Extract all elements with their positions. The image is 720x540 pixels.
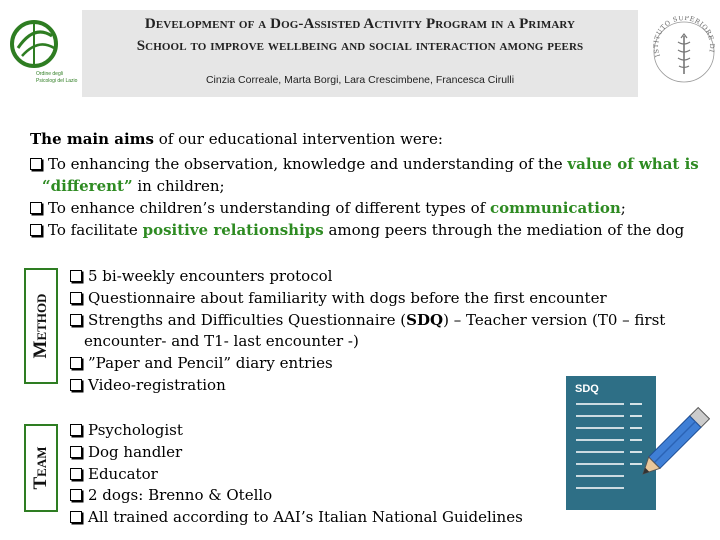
aim-1-pre: To enhancing the observation, knowledge and understanding of the [48, 155, 568, 173]
method-item-5-text: Video-registration [88, 376, 226, 394]
method-item-3-cont [84, 331, 720, 351]
method-item-2 [70, 288, 710, 308]
team-item-1-text: Psychologist [88, 421, 183, 439]
checkbox-bullet-icon [70, 270, 82, 282]
aim-2-green: communication [490, 199, 621, 217]
ordine-psicologi-logo [8, 18, 82, 88]
checkbox-bullet-icon [70, 292, 82, 304]
aims-intro-bold: The main aims [30, 130, 154, 148]
title-line-1: Development of a Dog-Assisted Activity Program in a Primary [144, 16, 576, 32]
aims-intro-rest: of our educational intervention were: [153, 130, 443, 148]
checkbox-bullet-icon [30, 202, 42, 214]
logo-left-text-1: Ordine degli [36, 71, 63, 77]
aim-item-2 [30, 197, 710, 219]
checkbox-bullet-icon [70, 379, 82, 391]
team-item-2-text: Dog handler [88, 443, 183, 461]
checkbox-bullet-icon [30, 158, 42, 170]
checkbox-bullet-icon [70, 357, 82, 369]
title-line-2: School to improve wellbeing and social interaction among peers [136, 38, 584, 54]
aim-3-green: positive relationships [142, 221, 324, 239]
team-item-4-text: 2 dogs: Brenno & Otello [88, 486, 273, 504]
iss-seal-logo [650, 16, 718, 86]
aims-intro [30, 128, 443, 150]
method-sdq-cont: encounter- and T1- last encounter -) [84, 332, 359, 350]
method-item-3-text: Strengths and Difficulties Questionnaire ( [88, 311, 407, 329]
checkbox-bullet-icon [30, 224, 42, 236]
method-sdq-rest: ) – Teacher version (T0 – first [443, 311, 666, 329]
method-item-4 [70, 353, 710, 373]
method-item-4-text: ”Paper and Pencil” diary entries [88, 354, 333, 372]
checkbox-bullet-icon [70, 424, 82, 436]
seal-text: ISTITUTO SUPERIORE DI [651, 16, 717, 59]
method-item-3 [70, 310, 710, 330]
aim-1-green: value of what is [567, 155, 699, 173]
aim-item-1 [30, 153, 710, 175]
logo-left-text-2: Psicologi del Lazio [36, 78, 78, 84]
title-box [82, 10, 638, 97]
authors: Cinzia Correale, Marta Borgi, Lara Crescimbene, Francesca Cirulli [205, 74, 515, 86]
checkbox-bullet-icon [70, 314, 82, 326]
checkbox-bullet-icon [70, 511, 82, 523]
method-item-1 [70, 266, 710, 286]
method-sdq-bold: SDQ [406, 311, 444, 329]
checkbox-bullet-icon [70, 468, 82, 480]
sdq-icon-label: SDQ [575, 383, 599, 395]
checkbox-bullet-icon [70, 446, 82, 458]
method-item-1-text: 5 bi-weekly encounters protocol [88, 267, 333, 285]
aim-2-post: ; [620, 199, 626, 217]
aim-3-post: among peers through the mediation of the dog [323, 221, 685, 239]
aim-item-3 [30, 219, 710, 241]
aim-1-post: in children; [132, 177, 225, 195]
checkbox-bullet-icon [70, 489, 82, 501]
method-label-text: Method [30, 293, 51, 359]
team-item-3-text: Educator [88, 465, 158, 483]
method-label [24, 268, 58, 384]
aim-item-1-cont [42, 175, 720, 197]
pencil-icon [634, 400, 710, 490]
team-label [24, 424, 58, 512]
aim-1-green-2: “different” [42, 177, 133, 195]
aim-3-pre: To facilitate [48, 221, 143, 239]
team-item-5-text: All trained according to AAI’s Italian National Guidelines [88, 508, 523, 526]
method-item-2-text: Questionnaire about familiarity with dogs before the first encounter [88, 289, 607, 307]
team-label-text: Team [30, 446, 51, 490]
aim-2-pre: To enhance children’s understanding of different types of [48, 199, 491, 217]
